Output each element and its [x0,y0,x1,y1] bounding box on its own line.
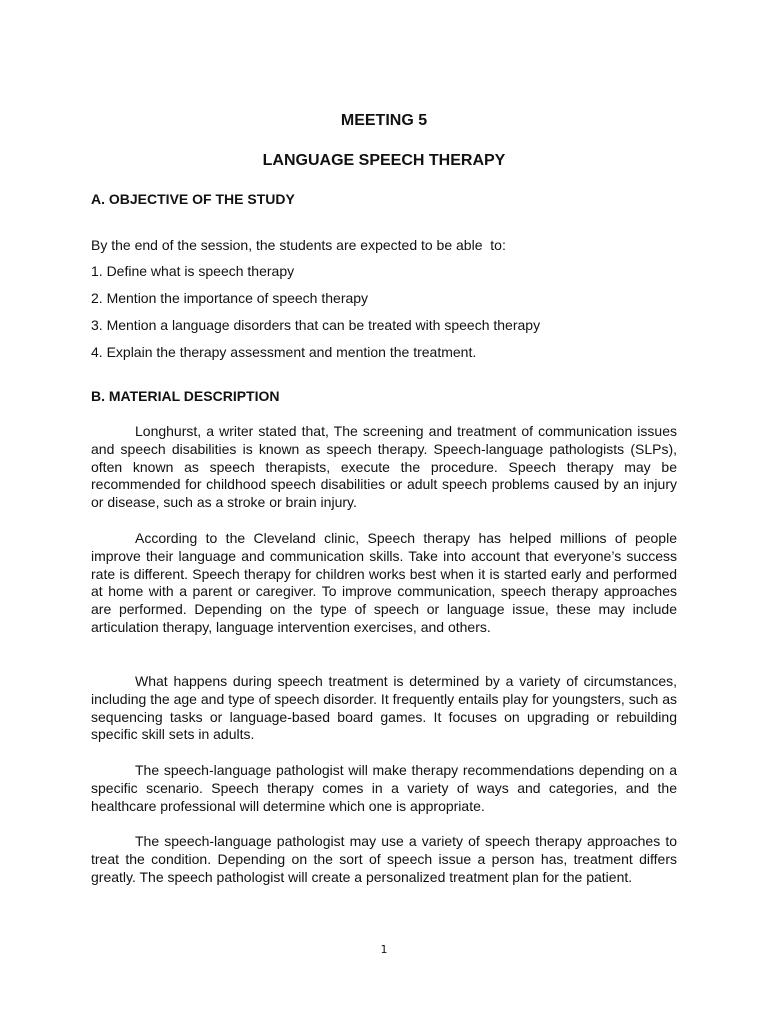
objectives-intro: By the end of the session, the students are expected to be able to: [91,237,506,253]
document-page [91,0,677,1024]
body-paragraph: What happens during speech treatment is determined by a variety of circumstances, including the age and type of speech disorder. It frequently entails play for youngsters, such as sequencing tasks or language-based board games. It focuses on upgrading or rebuilding specific skill sets in adults. [91,673,677,743]
objective-item: 4. Explain the therapy assessment and mention the treatment. [91,344,477,360]
page-title: LANGUAGE SPEECH THERAPY [262,152,506,169]
body-paragraph: According to the Cleveland clinic, Speech therapy has helped millions of people improve their language and communication skills. Take into account that everyone’s success rate is different. Speech therapy for children works best when it is started early and performed at home with a parent or caregiver. To improve communication, speech therapy approaches are performed. Depending on the type of speech or language issue, these may include articulation therapy, language intervention exercises, and others. [91,530,677,635]
section-a-heading: A. OBJECTIVE OF THE STUDY [91,191,295,207]
meeting-label: MEETING 5 [340,112,428,129]
section-b-heading: B. MATERIAL DESCRIPTION [91,388,280,404]
body-paragraph: Longhurst, a writer stated that, The screening and treatment of communication issues and speech disabilities is known as speech therapy. Speech-language pathologists (SLPs), often known as speech therapists, execute the procedure. Speech therapy may be recommended for childhood speech disabilities or adult speech problems caused by an injury or disease, such as a stroke or brain injury. [91,423,677,511]
body-paragraph: The speech-language pathologist will make therapy recommendations depending on a specific scenario. Speech therapy comes in a variety of ways and categories, and the healthcare professional will determine which one is appropriate. [91,762,677,814]
body-paragraph: The speech-language pathologist may use a variety of speech therapy approaches to treat the condition. Depending on the sort of speech issue a person has, treatment differs greatly. The speech pathologist will create a personalized treatment plan for the patient. [91,833,677,885]
objective-item: 1. Define what is speech therapy [91,263,295,279]
objective-item: 2. Mention the importance of speech therapy [91,290,369,306]
objectives-list [91,262,540,370]
objective-item: 3. Mention a language disorders that can be treated with speech therapy [91,317,541,333]
page-number: 1 [380,943,388,956]
